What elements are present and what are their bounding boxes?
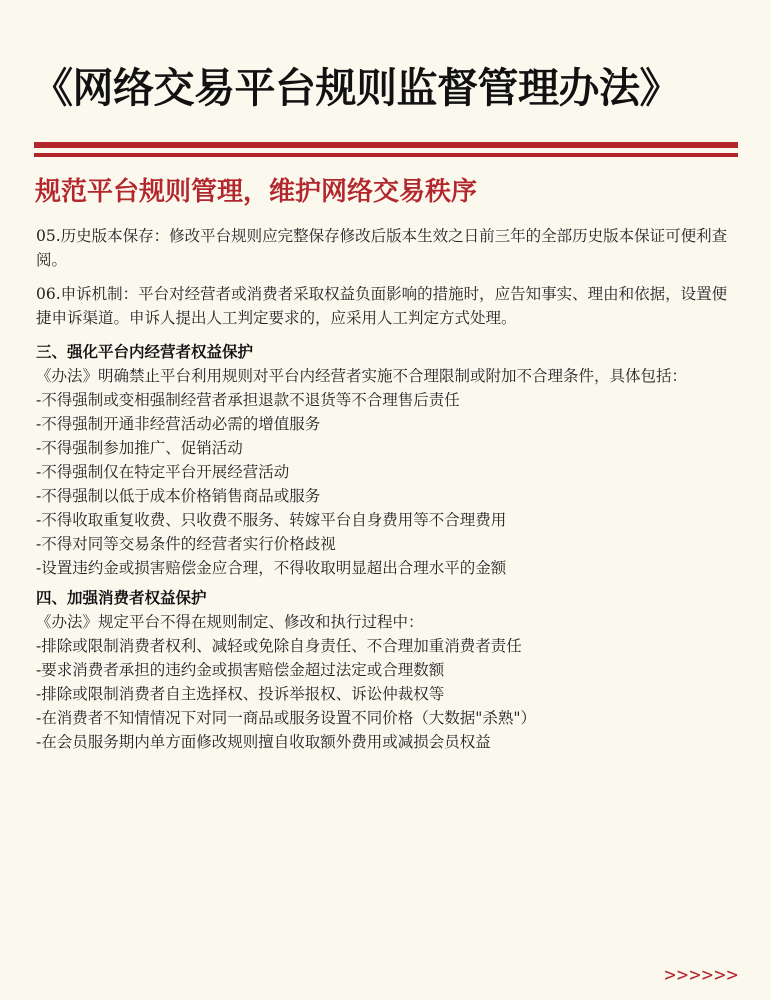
section-merchant-protection <box>36 340 736 580</box>
list-item: -不得收取重复收费、只收费不服务、转嫁平台自身费用等不合理费用 <box>36 511 507 529</box>
article-body <box>36 224 736 760</box>
list-item: -不得强制开通非经营活动必需的增值服务 <box>36 415 321 433</box>
divider-thick <box>34 142 738 148</box>
section-consumer-protection <box>36 586 736 754</box>
section-heading: 四、加强消费者权益保护 <box>36 588 207 607</box>
section-heading: 三、强化平台内经营者权益保护 <box>36 342 254 361</box>
divider-thin <box>34 153 738 157</box>
list-item: -排除或限制消费者自主选择权、投诉举报权、诉讼仲裁权等 <box>36 685 445 703</box>
list-item: -排除或限制消费者权利、减轻或免除自身责任、不合理加重消费者责任 <box>36 637 522 655</box>
bullet-list <box>36 634 736 754</box>
list-item: -不得强制参加推广、促销活动 <box>36 439 243 457</box>
section-intro: 《办法》规定平台不得在规则制定、修改和执行过程中： <box>36 613 424 631</box>
next-page-arrows[interactable]: >>>>>> <box>664 964 739 986</box>
list-item: -不得强制或变相强制经营者承担退款不退货等不合理售后责任 <box>36 391 460 409</box>
list-item: -在会员服务期内单方面修改规则擅自收取额外费用或减损会员权益 <box>36 733 491 751</box>
list-item: -不得对同等交易条件的经营者实行价格歧视 <box>36 535 336 553</box>
subtitle: 规范平台规则管理，维护网络交易秩序 <box>35 177 478 207</box>
list-item: -不得强制仅在特定平台开展经营活动 <box>36 463 290 481</box>
paragraph-history-versions: 05.历史版本保存：修改平台规则应完整保存修改后版本生效之日前三年的全部历史版本保证可便利查阅。 <box>36 227 728 269</box>
list-item: -在消费者不知情情况下对同一商品或服务设置不同价格（大数据"杀熟"） <box>36 709 536 727</box>
list-item: -设置违约金或损害赔偿金应合理，不得收取明显超出合理水平的金额 <box>36 559 507 577</box>
section-intro: 《办法》明确禁止平台利用规则对平台内经营者实施不合理限制或附加不合理条件，具体包括： <box>36 367 688 385</box>
list-item: -要求消费者承担的违约金或损害赔偿金超过法定或合理数额 <box>36 661 445 679</box>
paragraph-appeal-mechanism: 06.申诉机制：平台对经营者或消费者采取权益负面影响的措施时，应告知事实、理由和依据，设置便捷申诉渠道。申诉人提出人工判定要求的，应采用人工判定方式处理。 <box>36 285 728 327</box>
page-title: 《网络交易平台规则监督管理办法》 <box>32 64 680 112</box>
bullet-list <box>36 388 736 580</box>
list-item: -不得强制以低于成本价格销售商品或服务 <box>36 487 321 505</box>
